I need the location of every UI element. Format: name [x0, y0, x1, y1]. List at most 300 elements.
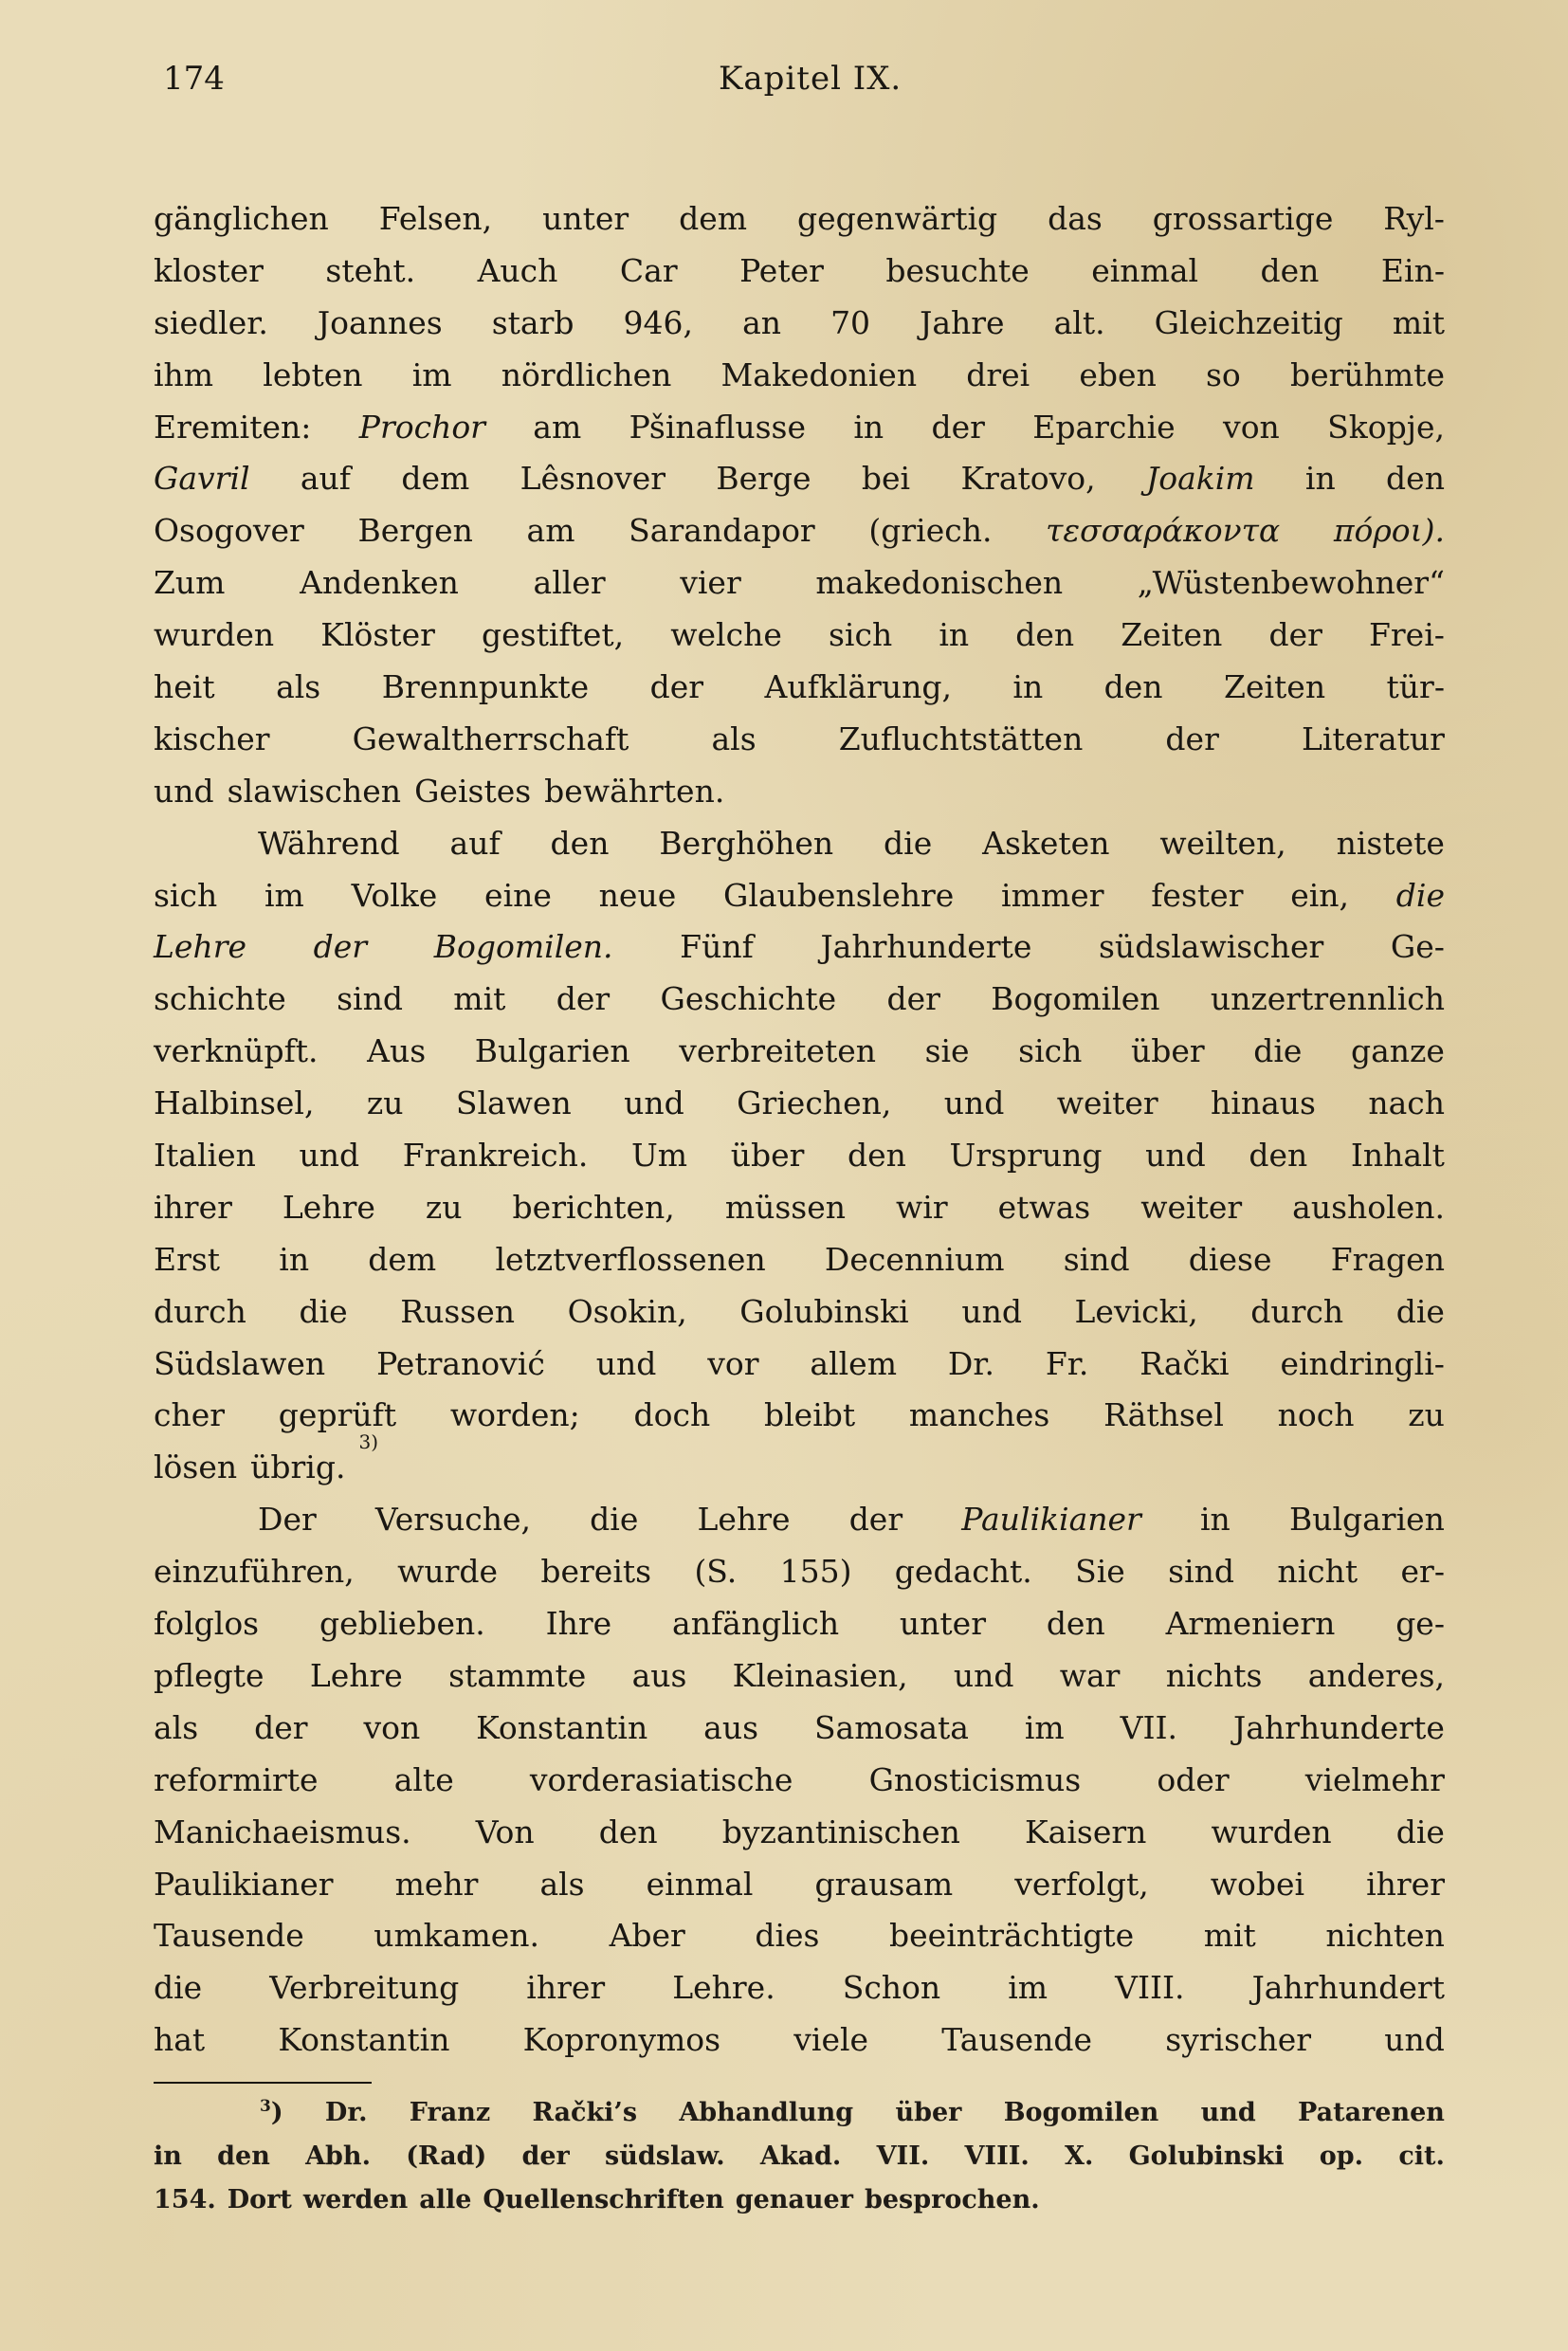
text-line [154, 246, 1445, 298]
word: Dr. [947, 1344, 994, 1382]
word: Sarandapor [629, 512, 815, 550]
word: umkamen. [374, 1917, 540, 1955]
word: τεσσαράκοντα [1046, 512, 1281, 550]
word: Gnosticismus [868, 1760, 1082, 1798]
word: er- [1400, 1553, 1445, 1591]
word: und [154, 772, 214, 810]
word: Ein- [1380, 251, 1445, 289]
word: Dort [227, 2185, 292, 2215]
word: den [1249, 1137, 1308, 1175]
word: den [1046, 1605, 1105, 1643]
word: Räthsel [1103, 1396, 1224, 1434]
word: (griech. [868, 512, 993, 550]
word: ihrer [1366, 1865, 1445, 1903]
word: Geistes [414, 772, 532, 810]
word: Osogover [154, 512, 304, 550]
word: Geschichte [660, 980, 837, 1018]
word: Samosata [813, 1708, 969, 1746]
word: den [1386, 460, 1445, 498]
word: Felsen, [378, 200, 493, 237]
word: im [1008, 1969, 1048, 2007]
word: aus [703, 1708, 759, 1746]
word: etwas [997, 1188, 1091, 1226]
word: cit. [1398, 2141, 1445, 2172]
word: weiter [1140, 1188, 1243, 1226]
word: den [1015, 616, 1075, 654]
word: ganze [1350, 1032, 1445, 1070]
page-header [154, 55, 1445, 102]
word: Eremiten: [154, 408, 312, 446]
word: Zum [154, 564, 226, 602]
text-line [154, 1546, 1445, 1598]
word: Paulikianer [154, 1865, 334, 1903]
word: zu [1408, 1396, 1445, 1434]
word: Lehre [697, 1501, 791, 1539]
word: durch [1250, 1292, 1344, 1330]
word: sind [1168, 1553, 1235, 1591]
word: schichte [154, 980, 286, 1018]
word: dem [368, 1240, 437, 1278]
word: Tausende [154, 1917, 304, 1955]
word: 154. [154, 2185, 216, 2215]
word: eindringli- [1280, 1344, 1445, 1382]
word: tür- [1386, 668, 1445, 706]
word: 155) [779, 1553, 852, 1591]
text-line [154, 193, 1445, 246]
word: sind [337, 980, 403, 1018]
word: über [895, 2098, 962, 2128]
word: Akad. [759, 2141, 842, 2172]
word: mit [1203, 1917, 1256, 1955]
word: VII. [1120, 1708, 1178, 1746]
word: Lehre. [672, 1969, 775, 2007]
word: in [1012, 668, 1044, 706]
word: die [884, 824, 933, 862]
word: übrig. [250, 1449, 346, 1486]
word: auf [300, 460, 352, 498]
word: verknüpft. [154, 1032, 319, 1070]
word: (S. [694, 1553, 738, 1591]
word: nördlichen [501, 355, 672, 393]
word: Patarenen [1298, 2098, 1445, 2128]
word: in [939, 616, 970, 654]
word: Griechen, [737, 1084, 892, 1122]
text-line [154, 1962, 1445, 2014]
word: müssen [724, 1188, 847, 1226]
word: Aufklärung, [764, 668, 952, 706]
word: Petranović [376, 1344, 545, 1382]
word: πόροι). [1333, 512, 1445, 550]
word: hinaus [1211, 1084, 1316, 1122]
text-line [154, 298, 1445, 350]
word: Jahrhundert [1251, 1969, 1445, 2007]
word: Aus [367, 1032, 427, 1070]
word: Lehre [282, 1188, 375, 1226]
word: geblieben. [319, 1605, 485, 1643]
word: Zeiten [1224, 668, 1326, 706]
word: Konstantin [278, 2021, 450, 2059]
word: unter [542, 200, 629, 237]
word: Zeiten [1121, 616, 1223, 654]
word: der [649, 668, 704, 706]
word: Jahrhunderte [820, 928, 1032, 966]
word: 946, [623, 303, 694, 341]
word: Armeniern [1165, 1605, 1336, 1643]
word: Rački’s [532, 2098, 638, 2128]
word: das [1048, 200, 1103, 237]
footnotes [154, 2091, 1445, 2222]
word: besuchte [885, 251, 1030, 289]
word: Kaisern [1025, 1813, 1147, 1850]
word: wurden [154, 616, 275, 654]
word: wurden [1211, 1813, 1332, 1850]
word: gestiftet, [481, 616, 625, 654]
word: Quellenschriften [483, 2185, 724, 2215]
word: 70 [830, 303, 871, 341]
word: Manichaeismus. [154, 1813, 411, 1850]
word: Während [258, 824, 400, 862]
text-line [154, 1130, 1445, 1182]
word: reformirte [154, 1760, 319, 1798]
footnote-line [154, 2135, 1445, 2178]
word: Russen [400, 1292, 515, 1330]
running-head: Kapitel IX. [719, 60, 903, 98]
word: oder [1157, 1760, 1230, 1798]
word: mehr [394, 1865, 479, 1903]
word: stammte [448, 1656, 587, 1694]
word: gänglichen [154, 200, 329, 237]
word: vor [707, 1344, 759, 1382]
word: und [961, 1292, 1022, 1330]
word: und [595, 1344, 657, 1382]
text-line [154, 974, 1445, 1026]
word: vielmehr [1304, 1760, 1445, 1798]
word: Bogomilen. [433, 928, 613, 966]
footnote-line [154, 2091, 1445, 2135]
word: „Wüstenbewohner“ [1137, 564, 1445, 602]
word: in [853, 408, 884, 446]
word: der [313, 928, 368, 966]
text-line [154, 505, 1445, 557]
word: Frei- [1369, 616, 1445, 654]
word: Schon [842, 1969, 941, 2007]
word: cher [154, 1396, 226, 1434]
word: Auch [477, 251, 558, 289]
word: Zufluchtstätten [838, 720, 1084, 757]
text-line [154, 350, 1445, 402]
text-line [154, 1234, 1445, 1286]
word: siedler. [154, 303, 268, 341]
word: dem [401, 460, 470, 498]
word: weiter [1056, 1084, 1158, 1122]
word: kloster [154, 251, 264, 289]
word: Andenken [300, 564, 459, 602]
word: besprochen. [864, 2185, 1040, 2215]
text-line [154, 1286, 1445, 1339]
word: den [847, 1137, 906, 1175]
word: drei [966, 355, 1030, 393]
word: berühmte [1289, 355, 1445, 393]
word: Bogomilen [991, 980, 1160, 1018]
word: auf [449, 824, 501, 862]
word: Südslawen [154, 1344, 326, 1382]
word: aus [631, 1656, 687, 1694]
text-line [154, 870, 1445, 922]
word: als [276, 668, 321, 706]
word: Aber [609, 1917, 685, 1955]
word: mit [1392, 303, 1445, 341]
word: Franz [409, 2098, 491, 2128]
word: von [363, 1708, 421, 1746]
word: vorderasiatische [529, 1760, 793, 1798]
text-line [154, 402, 1445, 454]
text-line [154, 1078, 1445, 1130]
word: Joannes [317, 303, 443, 341]
word: den [217, 2141, 270, 2172]
word: und [1200, 2098, 1256, 2128]
word: Slawen [455, 1084, 572, 1122]
word: ge- [1395, 1605, 1445, 1643]
word: Rački [1140, 1344, 1230, 1382]
word: der [254, 1708, 308, 1746]
word: Italien [154, 1137, 256, 1175]
word: den [1260, 251, 1320, 289]
word: südslaw. [605, 2141, 725, 2172]
word: Bogomilen [1003, 2098, 1159, 2128]
text-line [154, 1182, 1445, 1234]
word: und [624, 1084, 684, 1122]
word: Lêsnover [520, 460, 666, 498]
word: die [1395, 1292, 1445, 1330]
word: op. [1319, 2141, 1364, 2172]
word: in [154, 2141, 182, 2172]
word: werden [302, 2185, 409, 2215]
word: in [1304, 460, 1336, 498]
word: ausholen. [1292, 1188, 1445, 1226]
text-line [154, 766, 1445, 818]
word: Inhalt [1350, 1137, 1445, 1175]
word: alte [393, 1760, 454, 1798]
word: der [931, 408, 985, 446]
footnote-line [154, 2178, 1445, 2222]
word: manches [908, 1396, 1050, 1434]
word: sich [828, 616, 893, 654]
word: kischer [154, 720, 270, 757]
word: die [1395, 876, 1445, 914]
word: viele [793, 2021, 869, 2059]
word: Gavril [154, 460, 250, 498]
footnote-marker: $^3$) [260, 2097, 283, 2128]
word: Glaubenslehre [722, 876, 955, 914]
word: Um [630, 1137, 688, 1175]
word: Ryl- [1383, 200, 1445, 237]
word: berichten, [512, 1188, 675, 1226]
word: folglos [154, 1605, 260, 1643]
word: Ge- [1390, 928, 1445, 966]
word: allem [810, 1344, 897, 1382]
word: slawischen [227, 772, 402, 810]
word: heit [154, 668, 215, 706]
word: hat [154, 2021, 206, 2059]
word: Kopronymos [522, 2021, 721, 2059]
word: war [1059, 1656, 1121, 1694]
word: mit [453, 980, 506, 1018]
word: Von [475, 1813, 535, 1850]
word: Brennpunkte [381, 668, 590, 706]
word: die [590, 1501, 639, 1539]
word: der [556, 980, 611, 1018]
word: und [1145, 1137, 1206, 1175]
word: Berge [716, 460, 811, 498]
word: Golubinski [1128, 2141, 1285, 2172]
word: Halbinsel, [154, 1084, 315, 1122]
word: lösen [154, 1449, 238, 1486]
text-line [154, 921, 1445, 974]
word: Lehre [309, 1656, 403, 1694]
word: pflegte [154, 1656, 264, 1694]
text-line [154, 453, 1445, 505]
word: und [943, 1084, 1005, 1122]
word: syrischer [1165, 2021, 1312, 2059]
word: Gewaltherrschaft [352, 720, 629, 757]
word: Der [258, 1501, 317, 1539]
text-line [154, 2014, 1445, 2067]
word: starb [491, 303, 574, 341]
word: im [264, 876, 304, 914]
word: unter [899, 1605, 986, 1643]
body-text [154, 193, 1445, 2067]
word: der [521, 2141, 570, 2172]
word: Volke [351, 876, 438, 914]
word: VII. [876, 2141, 930, 2172]
word: einmal [1091, 251, 1199, 289]
word: in [279, 1240, 310, 1278]
word: als [539, 1865, 585, 1903]
word: alt. [1053, 303, 1105, 341]
text-line [154, 1859, 1445, 1911]
word: als [711, 720, 757, 757]
word: grossartige [1152, 200, 1334, 237]
word: gegenwärtig [796, 200, 998, 237]
word: verfolgt, [1014, 1865, 1149, 1903]
word: anfänglich [672, 1605, 840, 1643]
word: welche [670, 616, 782, 654]
word: Osokin, [567, 1292, 687, 1330]
word: von [1223, 408, 1280, 446]
word: diese [1188, 1240, 1272, 1278]
word: südslawischer [1099, 928, 1324, 966]
word: die [1395, 1813, 1445, 1850]
text-line [154, 1755, 1445, 1807]
word: ihm [154, 355, 214, 393]
word: am [526, 512, 575, 550]
word: im [411, 355, 452, 393]
word: sich [1018, 1032, 1083, 1070]
text-line [154, 662, 1445, 714]
word: worden; [449, 1396, 580, 1434]
word: immer [1001, 876, 1104, 914]
word: bereits [540, 1553, 652, 1591]
word: bei [861, 460, 911, 498]
word: nichts [1165, 1656, 1263, 1694]
word: VIII. [1115, 1969, 1185, 2007]
word: Literatur [1301, 720, 1445, 757]
word: beeinträchtigte [889, 1917, 1135, 1955]
word: grausam [814, 1865, 954, 1903]
word: alle [419, 2185, 472, 2215]
word: Sie [1075, 1553, 1125, 1591]
word: neue [598, 876, 677, 914]
word: Lehre [154, 928, 247, 966]
word: noch [1277, 1396, 1355, 1434]
word: Klöster [320, 616, 435, 654]
word: lebten [263, 355, 363, 393]
text-line [154, 1650, 1445, 1703]
word: die [1253, 1032, 1303, 1070]
word: die [299, 1292, 348, 1330]
text-line [154, 610, 1445, 662]
word: nichten [1325, 1917, 1445, 1955]
word: Bulgarien [474, 1032, 630, 1070]
word: doch [633, 1396, 711, 1434]
word: am [533, 408, 582, 446]
text-line [154, 1339, 1445, 1391]
word: Peter [739, 251, 824, 289]
word: zu [366, 1084, 404, 1122]
word: dem [679, 200, 748, 237]
word: sich [154, 876, 218, 914]
word: Fr. [1045, 1344, 1089, 1382]
word: im [1024, 1708, 1065, 1746]
word: den [598, 1813, 658, 1850]
text-line [154, 1910, 1445, 1962]
word: Eparchie [1032, 408, 1176, 446]
word: ein, [1290, 876, 1350, 914]
word: Bergen [357, 512, 473, 550]
word: vier [680, 564, 741, 602]
word: fester [1151, 876, 1244, 914]
word: Prochor [358, 408, 485, 446]
word: gedacht. [894, 1553, 1032, 1591]
text-line [154, 557, 1445, 610]
word: der [848, 1501, 903, 1539]
word: geprüft [278, 1396, 397, 1434]
word: Kratovo, [960, 460, 1096, 498]
word: Asketen [982, 824, 1110, 862]
word: Frankreich. [402, 1137, 589, 1175]
word: Bulgarien [1288, 1501, 1445, 1539]
word: an [742, 303, 782, 341]
word: X. [1065, 2141, 1094, 2172]
text-line [154, 1807, 1445, 1859]
word: Abh. [305, 2141, 371, 2172]
word: Jahrhunderte [1232, 1708, 1445, 1746]
word: und [299, 1137, 360, 1175]
page-number: 174 [163, 60, 225, 98]
word: Berghöhen [659, 824, 834, 862]
word: Fragen [1330, 1240, 1445, 1278]
word: nicht [1277, 1553, 1358, 1591]
text-line [154, 1494, 1445, 1546]
word: (Rad) [406, 2141, 487, 2172]
text-line [154, 1026, 1445, 1078]
word: sie [924, 1032, 970, 1070]
word: Abhandlung [679, 2098, 854, 2128]
word: eine [484, 876, 552, 914]
word: bewährten. [544, 772, 725, 810]
word: Kleinasien, [732, 1656, 908, 1694]
word: über [1130, 1032, 1205, 1070]
